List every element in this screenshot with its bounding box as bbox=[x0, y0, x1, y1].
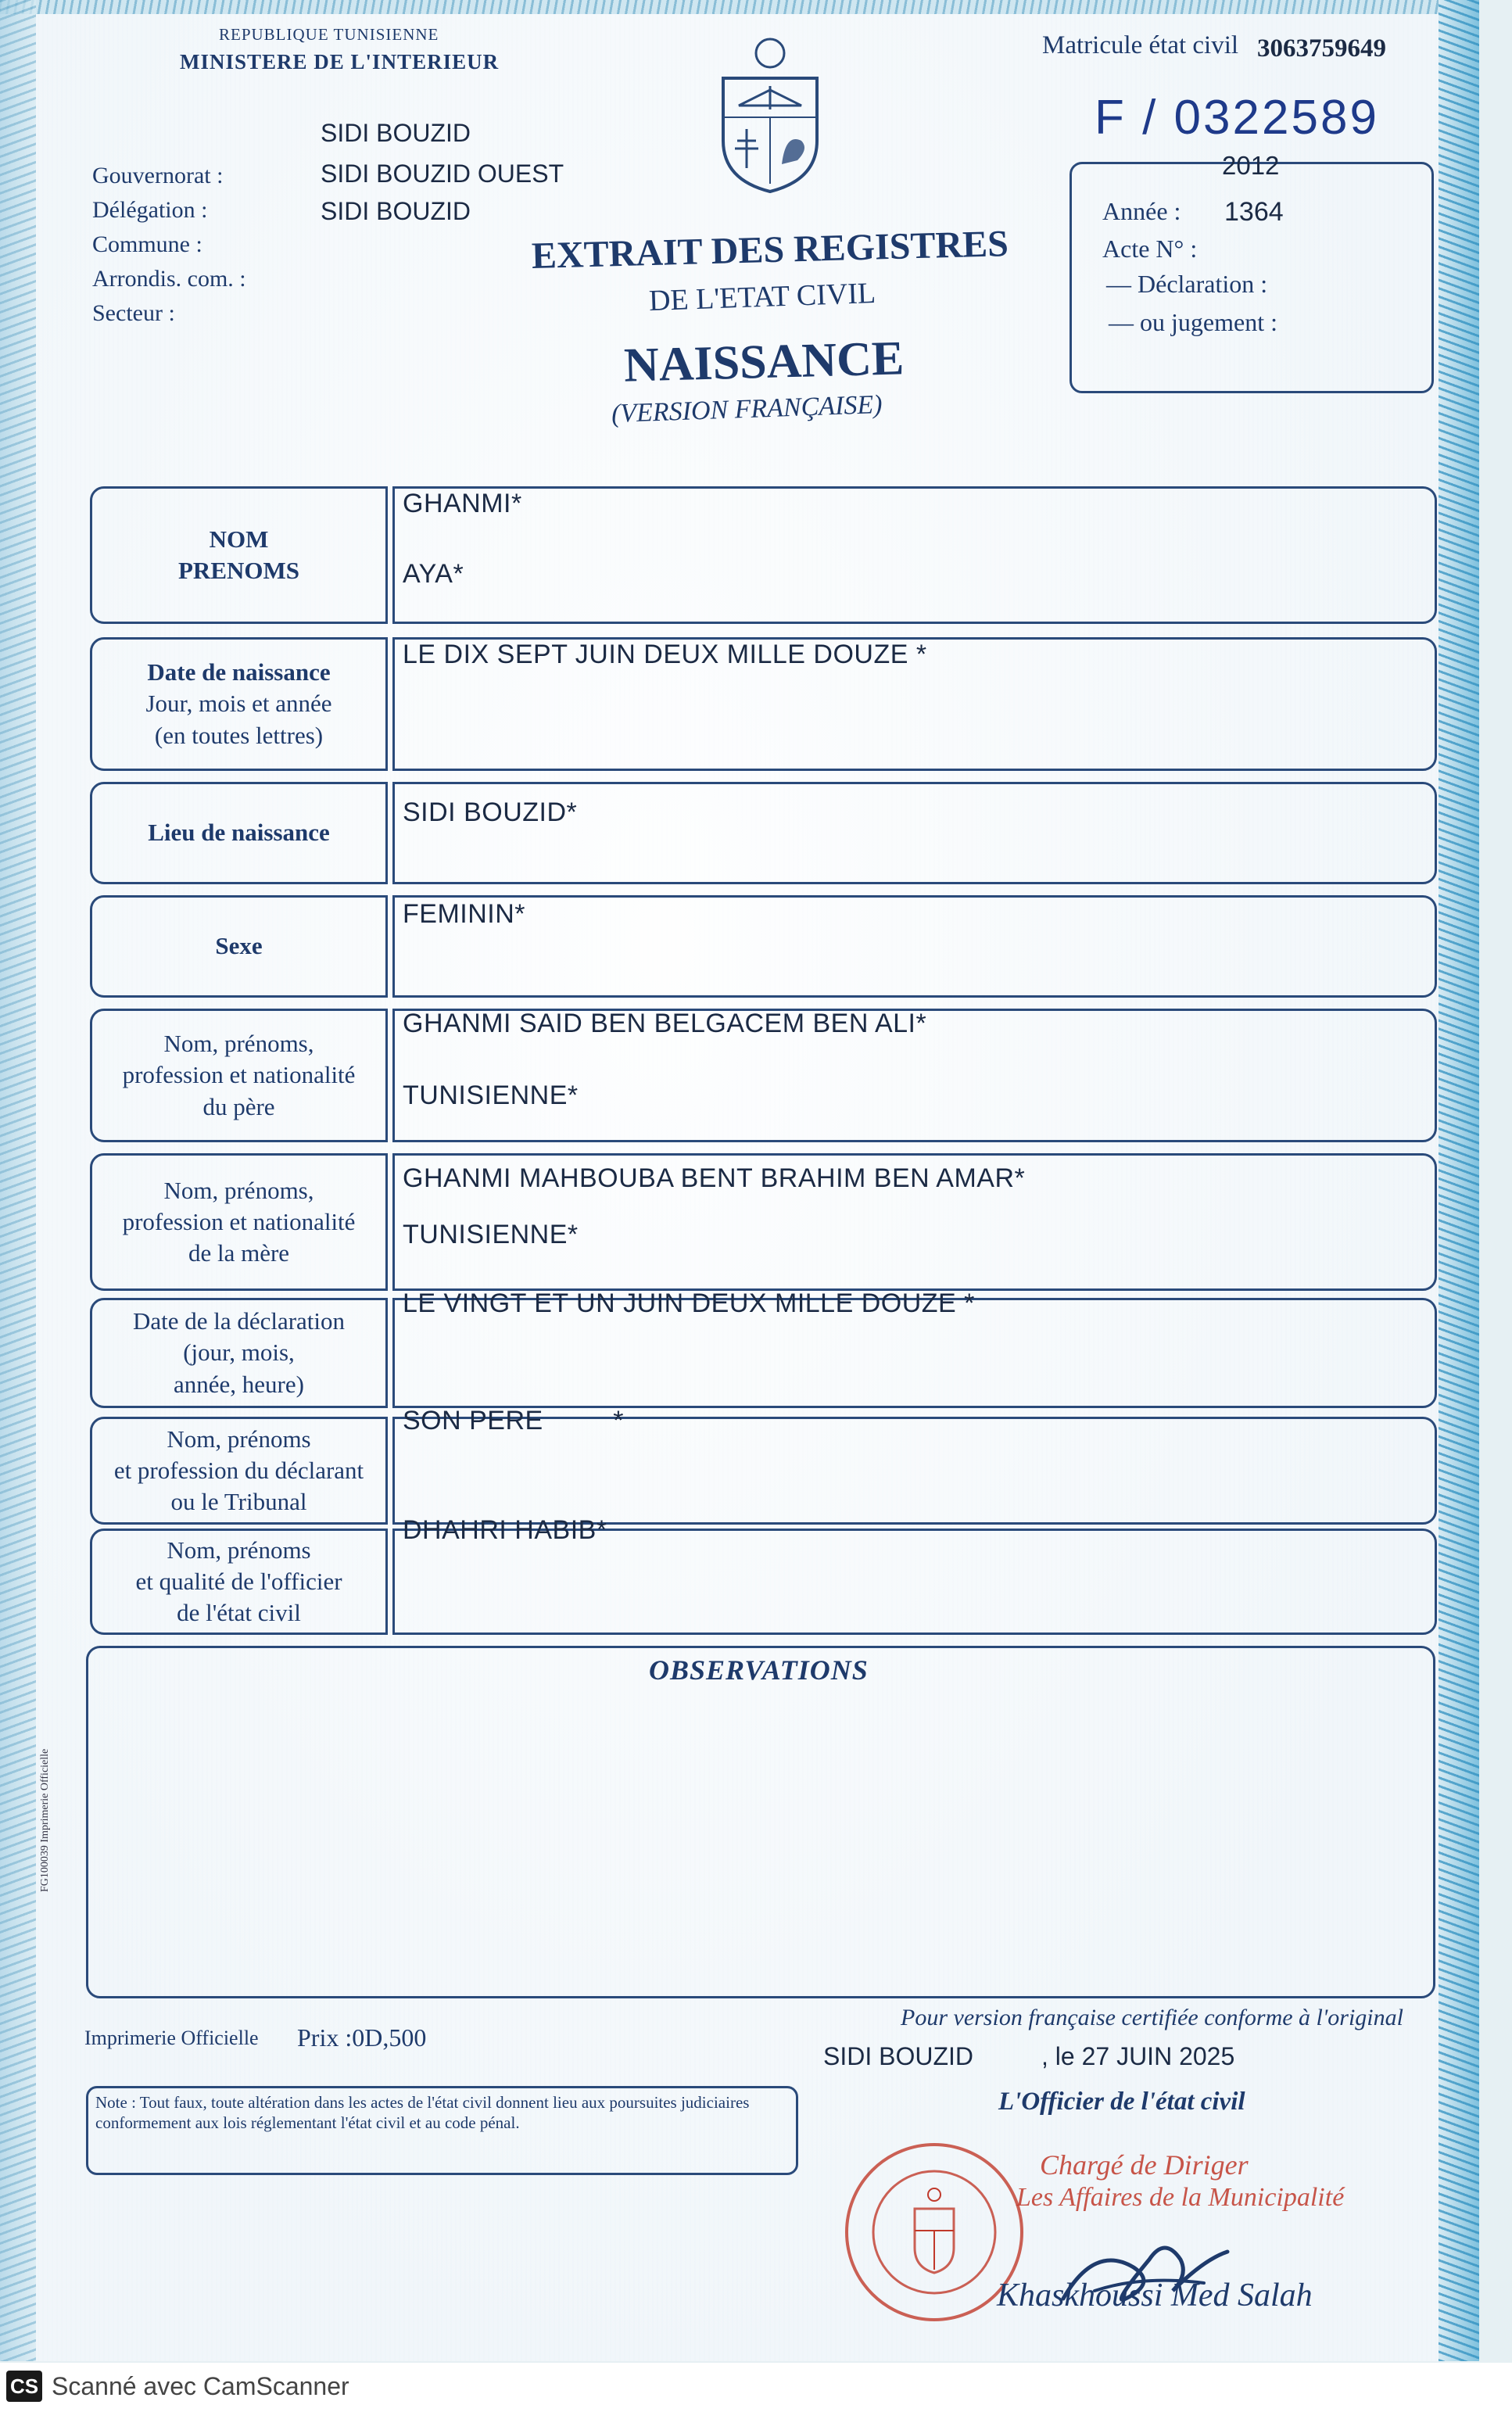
label-pere-3: du père bbox=[202, 1092, 275, 1120]
matricule-label: Matricule état civil bbox=[1042, 31, 1239, 59]
value-prenoms: AYA* bbox=[403, 559, 464, 589]
title-extrait: EXTRAIT DES REGISTRES bbox=[531, 223, 1009, 277]
annee-value: 1364 bbox=[1224, 197, 1284, 227]
label-nom: NOM bbox=[209, 525, 269, 553]
label-officier-2: et qualité de l'officier bbox=[135, 1567, 342, 1595]
ministry-heading: MINISTERE DE L'INTERIEUR bbox=[180, 50, 500, 73]
value-mere-nationalite: TUNISIENNE* bbox=[403, 1220, 579, 1249]
value-nom: GHANMI* bbox=[403, 489, 522, 518]
value-pere-nom: GHANMI SAID BEN BELGACEM BEN ALI* bbox=[403, 1009, 927, 1038]
header-value-gouvernorat: SIDI BOUZID bbox=[321, 119, 471, 147]
header-label-delegation: Délégation : bbox=[92, 197, 208, 223]
label-jour-mois-annee: Jour, mois et année bbox=[145, 690, 332, 718]
jugement-label: — ou jugement : bbox=[1109, 308, 1277, 336]
label-date-naissance: Date de naissance bbox=[147, 658, 331, 686]
value-mere-nom: GHANMI MAHBOUBA BENT BRAHIM BEN AMAR* bbox=[403, 1163, 1026, 1193]
camscanner-text: Scanné avec CamScanner bbox=[52, 2372, 349, 2400]
row-label-mere bbox=[90, 1153, 388, 1291]
guilloche-border-right bbox=[1439, 0, 1479, 2361]
camscanner-icon: CS bbox=[6, 2371, 42, 2402]
observations-heading: OBSERVATIONS bbox=[649, 1654, 869, 1686]
label-mere-3: de la mère bbox=[188, 1239, 290, 1267]
guilloche-border-left bbox=[0, 0, 36, 2361]
serial-number: F / 0322589 bbox=[1095, 91, 1379, 145]
label-mere-1: Nom, prénoms, bbox=[163, 1176, 314, 1204]
label-pere-1: Nom, prénoms, bbox=[163, 1030, 314, 1058]
header-value-commune: SIDI BOUZID bbox=[321, 197, 471, 225]
header-label-commune: Commune : bbox=[92, 231, 202, 257]
stamp-line-1: Chargé de Diriger bbox=[1040, 2149, 1249, 2181]
label-declarant-3: ou le Tribunal bbox=[170, 1488, 307, 1516]
coat-of-arms-icon bbox=[708, 31, 833, 195]
value-declarant: SON PERE * bbox=[403, 1406, 624, 1435]
matricule-value: 3063759649 bbox=[1257, 34, 1386, 63]
title-etat-civil: DE L'ETAT CIVIL bbox=[648, 276, 876, 318]
value-officier: DHAHRI HABIB* bbox=[403, 1515, 607, 1545]
value-date-naissance: LE DIX SEPT JUIN DEUX MILLE DOUZE * bbox=[403, 640, 927, 669]
row-label-declarant bbox=[90, 1417, 388, 1525]
value-sexe: FEMININ* bbox=[403, 899, 525, 929]
value-pere-nationalite: TUNISIENNE* bbox=[403, 1081, 579, 1110]
declaration-label: — Déclaration : bbox=[1106, 270, 1268, 298]
label-officier-1: Nom, prénoms bbox=[167, 1536, 311, 1564]
side-printer-mark: FG100039 Imprimerie Officielle bbox=[39, 1748, 51, 1892]
label-sexe: Sexe bbox=[215, 932, 263, 960]
label-prenoms: PRENOMS bbox=[178, 557, 299, 584]
price-label: Prix :0D,500 bbox=[297, 2023, 427, 2052]
label-declarant-2: et profession du déclarant bbox=[113, 1456, 364, 1484]
observations-box bbox=[86, 1646, 1435, 1998]
acte-label: Acte N° : bbox=[1102, 235, 1198, 263]
label-mere-2: profession et nationalité bbox=[122, 1207, 356, 1235]
label-en-toutes-lettres: (en toutes lettres) bbox=[154, 721, 324, 749]
signatory-name: Khaskhoussi Med Salah bbox=[997, 2278, 1313, 2313]
title-version: (VERSION FRANÇAISE) bbox=[611, 389, 883, 429]
row-label-pere bbox=[90, 1009, 388, 1142]
issue-date: , le 27 JUIN 2025 bbox=[1041, 2042, 1235, 2070]
row-label-officier bbox=[90, 1529, 388, 1635]
annee-label: Année : bbox=[1102, 197, 1181, 225]
row-value-box-nom bbox=[392, 486, 1437, 624]
row-label-lieu bbox=[90, 782, 388, 884]
header-value-delegation: SIDI BOUZID OUEST bbox=[321, 159, 564, 188]
stamp-line-2: Les Affaires de la Municipalité bbox=[1016, 2183, 1345, 2212]
republic-heading: REPUBLIQUE TUNISIENNE bbox=[219, 25, 439, 44]
guilloche-border-top bbox=[0, 0, 1479, 14]
imprimerie-label: Imprimerie Officielle bbox=[84, 2027, 259, 2049]
row-label-declaration bbox=[90, 1298, 388, 1408]
value-lieu: SIDI BOUZID* bbox=[403, 797, 578, 827]
header-label-arrondissement: Arrondis. com. : bbox=[92, 266, 246, 292]
header-label-secteur: Secteur : bbox=[92, 300, 175, 326]
row-label-sexe bbox=[90, 895, 388, 998]
label-officier-3: de l'état civil bbox=[177, 1599, 301, 1627]
label-declaration-2: (jour, mois, bbox=[183, 1339, 295, 1367]
certification-text: Pour version française certifiée conforme à l'original bbox=[901, 2005, 1403, 2030]
row-value-box-sexe bbox=[392, 895, 1437, 998]
label-declaration-1: Date de la déclaration bbox=[132, 1307, 346, 1335]
registry-year: 2012 bbox=[1222, 151, 1280, 180]
row-label-date-naissance bbox=[90, 637, 388, 771]
officer-title: L'Officier de l'état civil bbox=[998, 2088, 1245, 2116]
header-label-gouvernorat: Gouvernorat : bbox=[92, 163, 224, 188]
label-declaration-3: année, heure) bbox=[174, 1370, 304, 1398]
label-declarant-1: Nom, prénoms bbox=[167, 1425, 311, 1453]
legal-note: Note : Tout faux, toute altération dans les actes de l'état civil donnent lieu aux poursuites judiciaires conformement aux lois réglementant l'état civil et au code pénal. bbox=[95, 2093, 750, 2133]
row-label-nom bbox=[90, 486, 388, 624]
label-pere-2: profession et nationalité bbox=[122, 1061, 356, 1089]
issue-city: SIDI BOUZID bbox=[823, 2042, 974, 2070]
title-naissance: NAISSANCE bbox=[623, 332, 905, 392]
label-lieu: Lieu de naissance bbox=[148, 819, 330, 847]
value-declaration: LE VINGT ET UN JUIN DEUX MILLE DOUZE * bbox=[403, 1288, 975, 1318]
